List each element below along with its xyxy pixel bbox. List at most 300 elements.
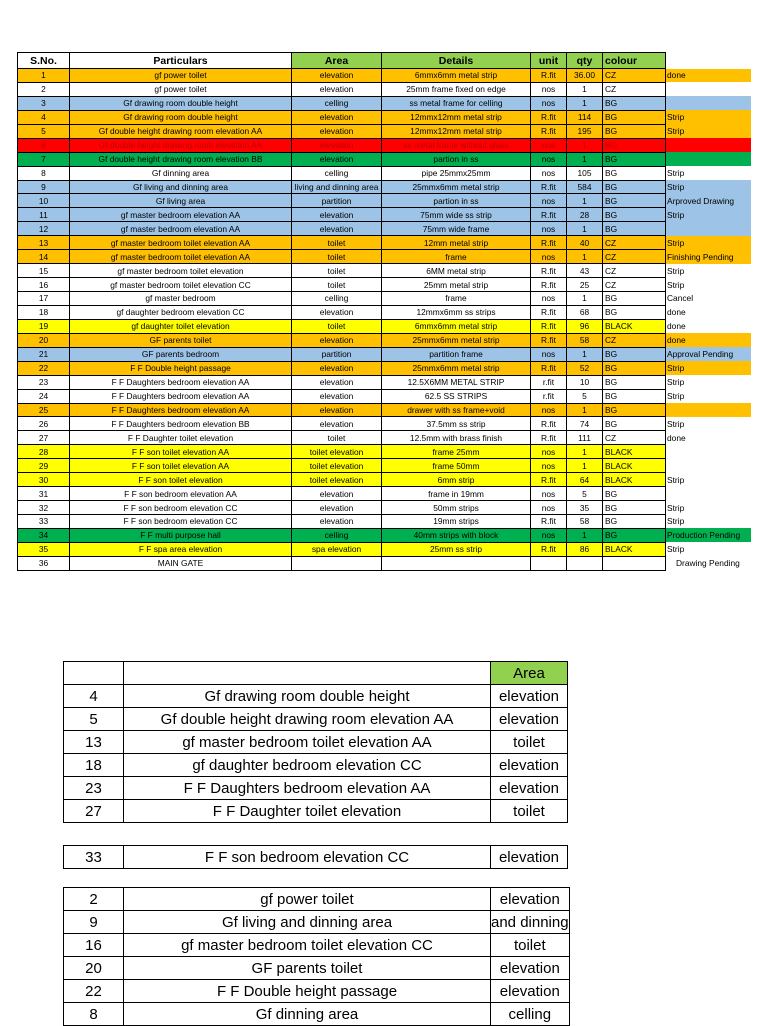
cell-details: 12.5X6MM METAL STRIP bbox=[382, 375, 531, 389]
cell-sno: 11 bbox=[18, 208, 70, 222]
cell-particulars: GF parents bedroom bbox=[70, 347, 292, 361]
summary-row bbox=[64, 980, 570, 1003]
cell-sno: 2 bbox=[18, 82, 70, 96]
cell-unit: nos bbox=[531, 403, 567, 417]
cell-sno: 18 bbox=[18, 305, 70, 319]
cell-qty: 64 bbox=[567, 473, 603, 487]
summary-cell-area: celling bbox=[491, 1003, 570, 1026]
cell-sno: 12 bbox=[18, 222, 70, 236]
cell-colour: CZ bbox=[603, 82, 666, 96]
cell-particulars: MAIN GATE bbox=[70, 556, 292, 570]
table-row bbox=[18, 236, 752, 250]
summary-row bbox=[64, 846, 568, 869]
cell-sno: 23 bbox=[18, 375, 70, 389]
summary-header-area: Area bbox=[491, 662, 568, 685]
cell-sno: 21 bbox=[18, 347, 70, 361]
summary-table-1-body bbox=[64, 662, 568, 823]
summary-cell-particulars: gf master bedroom toilet elevation AA bbox=[124, 731, 491, 754]
cell-particulars: Gf living and dinning area bbox=[70, 180, 292, 194]
cell-qty: 1 bbox=[567, 250, 603, 264]
summary-row bbox=[64, 888, 570, 911]
table-row bbox=[18, 431, 752, 445]
cell-particulars: Gf living area bbox=[70, 194, 292, 208]
cell-colour: BG bbox=[603, 152, 666, 166]
cell-particulars: gf power toilet bbox=[70, 69, 292, 83]
summary-row bbox=[64, 777, 568, 800]
table-row bbox=[18, 445, 752, 459]
cell-details: drawer with ss frame+void bbox=[382, 403, 531, 417]
cell-particulars: gf daughter bedroom elevation CC bbox=[70, 305, 292, 319]
cell-status: done bbox=[667, 321, 686, 332]
summary-cell-area: elevation bbox=[491, 708, 568, 731]
cell-qty: 43 bbox=[567, 264, 603, 278]
cell-qty: 105 bbox=[567, 166, 603, 180]
cell-colour: BG bbox=[603, 417, 666, 431]
cell-qty: 1 bbox=[567, 194, 603, 208]
cell-area: spa elevation bbox=[292, 542, 382, 556]
summary-cell-sno: 5 bbox=[64, 708, 124, 731]
cell-unit: R.fit bbox=[531, 515, 567, 529]
cell-particulars: F F son bedroom elevation CC bbox=[70, 515, 292, 529]
summary-cell-particulars: F F Daughters bedroom elevation AA bbox=[124, 777, 491, 800]
cell-status bbox=[666, 487, 752, 501]
cell-status: Strip bbox=[667, 168, 685, 179]
cell-details: 25mm frame fixed on edge bbox=[382, 82, 531, 96]
cell-details: 6mmx6mm metal strip bbox=[382, 69, 531, 83]
cell-sno: 13 bbox=[18, 236, 70, 250]
cell-unit: R.fit bbox=[531, 431, 567, 445]
summary-row bbox=[64, 708, 568, 731]
cell-sno: 35 bbox=[18, 542, 70, 556]
cell-status: Strip bbox=[666, 208, 752, 222]
summary-cell-sno: 23 bbox=[64, 777, 124, 800]
cell-qty: 5 bbox=[567, 389, 603, 403]
table-row bbox=[18, 82, 752, 96]
cell-qty: 1 bbox=[567, 96, 603, 110]
cell-colour: CZ bbox=[603, 278, 666, 292]
cell-sno: 19 bbox=[18, 319, 70, 333]
table-row bbox=[18, 138, 752, 152]
cell-unit: R.fit bbox=[531, 361, 567, 375]
summary-cell-area: elevation bbox=[491, 888, 570, 911]
cell-particulars: gf master bedroom toilet elevation AA bbox=[70, 236, 292, 250]
cell-details: 25mmx6mm metal strip bbox=[382, 333, 531, 347]
table-row bbox=[18, 208, 752, 222]
cell-particulars: GF parents toilet bbox=[70, 333, 292, 347]
cell-area: partition bbox=[292, 347, 382, 361]
cell-particulars: F F Daughters bedroom elevation AA bbox=[70, 389, 292, 403]
cell-qty: 1 bbox=[567, 347, 603, 361]
summary-cell-sno: 2 bbox=[64, 888, 124, 911]
cell-particulars: Gf drawing room double height bbox=[70, 96, 292, 110]
cell-colour: BG bbox=[603, 347, 666, 361]
summary-row bbox=[64, 957, 570, 980]
cell-unit: R.fit bbox=[531, 69, 567, 83]
summary-cell-area: toilet bbox=[491, 731, 568, 754]
cell-unit: R.fit bbox=[531, 319, 567, 333]
cell-area: elevation bbox=[292, 305, 382, 319]
cell-details: 40mm strips with block bbox=[382, 528, 531, 542]
cell-status: Strip bbox=[666, 124, 752, 138]
cell-details: 75mm wide frame bbox=[382, 222, 531, 236]
cell-sno: 30 bbox=[18, 473, 70, 487]
cell-area: elevation bbox=[292, 124, 382, 138]
summary-cell-area: elevation bbox=[491, 777, 568, 800]
table-row bbox=[18, 542, 752, 556]
cell-particulars: Gf double height drawing room elevation AA bbox=[70, 138, 292, 152]
cell-qty: 35 bbox=[567, 501, 603, 515]
cell-qty: 52 bbox=[567, 361, 603, 375]
cell-qty: 25 bbox=[567, 278, 603, 292]
cell-status bbox=[666, 138, 752, 152]
cell-details: 25mm metal strip bbox=[382, 278, 531, 292]
cell-qty: 28 bbox=[567, 208, 603, 222]
cell-sno: 3 bbox=[18, 96, 70, 110]
cell-details: 19mm strips bbox=[382, 515, 531, 529]
table-row bbox=[18, 264, 752, 278]
header-qty: qty bbox=[567, 53, 603, 69]
cell-sno: 16 bbox=[18, 278, 70, 292]
cell-details: ss metal frame without glass bbox=[382, 138, 531, 152]
cell-status: Production Pending bbox=[666, 528, 752, 542]
cell-unit: R.fit bbox=[531, 208, 567, 222]
table-row bbox=[18, 515, 752, 529]
cell-colour: BLACK bbox=[603, 473, 666, 487]
summary-cell-area: toilet bbox=[491, 934, 570, 957]
table-row bbox=[18, 459, 752, 473]
cell-colour: BG bbox=[603, 305, 666, 319]
cell-area: toilet bbox=[292, 431, 382, 445]
cell-status: Finishing Pending bbox=[666, 250, 752, 264]
cell-colour: BG bbox=[603, 138, 666, 152]
cell-area: elevation bbox=[292, 515, 382, 529]
cell-colour: BG bbox=[603, 194, 666, 208]
cell-unit: nos bbox=[531, 459, 567, 473]
cell-details: 75mm wide ss strip bbox=[382, 208, 531, 222]
summary-cell-area: elevation bbox=[491, 754, 568, 777]
cell-area: elevation bbox=[292, 152, 382, 166]
cell-colour: BG bbox=[603, 110, 666, 124]
header-status-blank bbox=[666, 53, 752, 69]
cell-area: celling bbox=[292, 292, 382, 306]
cell-unit: nos bbox=[531, 96, 567, 110]
cell-colour: BG bbox=[603, 501, 666, 515]
main-sheet-body bbox=[18, 69, 752, 571]
cell-sno: 34 bbox=[18, 528, 70, 542]
cell-details: 25mmx6mm metal strip bbox=[382, 361, 531, 375]
cell-colour bbox=[603, 556, 666, 570]
cell-sno: 9 bbox=[18, 180, 70, 194]
cell-status bbox=[666, 445, 752, 459]
cell-particulars: F F Daughters bedroom elevation AA bbox=[70, 403, 292, 417]
summary-cell-particulars: Gf living and dinning area bbox=[124, 911, 491, 934]
cell-colour: CZ bbox=[603, 236, 666, 250]
table-row bbox=[18, 361, 752, 375]
cell-particulars: F F son bedroom elevation AA bbox=[70, 487, 292, 501]
cell-qty: 114 bbox=[567, 110, 603, 124]
cell-colour: BG bbox=[603, 375, 666, 389]
cell-details: 25mm ss strip bbox=[382, 542, 531, 556]
cell-particulars: gf master bedroom elevation AA bbox=[70, 208, 292, 222]
table-row bbox=[18, 403, 752, 417]
summary-row bbox=[64, 731, 568, 754]
cell-unit: nos bbox=[531, 528, 567, 542]
cell-particulars: Gf double height drawing room elevation AA bbox=[70, 124, 292, 138]
table-row bbox=[18, 556, 752, 570]
summary-row bbox=[64, 911, 570, 934]
cell-particulars: gf power toilet bbox=[70, 82, 292, 96]
table-row bbox=[18, 194, 752, 208]
summary-cell-area: elevation bbox=[491, 846, 568, 869]
cell-particulars: F F Daughters bedroom elevation AA bbox=[70, 375, 292, 389]
cell-sno: 32 bbox=[18, 501, 70, 515]
cell-area: elevation bbox=[292, 375, 382, 389]
cell-colour: BG bbox=[603, 292, 666, 306]
cell-sno: 8 bbox=[18, 166, 70, 180]
cell-sno: 14 bbox=[18, 250, 70, 264]
table-row bbox=[18, 250, 752, 264]
cell-qty: 40 bbox=[567, 236, 603, 250]
cell-sno: 29 bbox=[18, 459, 70, 473]
summary-row bbox=[64, 800, 568, 823]
cell-colour: CZ bbox=[603, 250, 666, 264]
cell-status: Strip bbox=[667, 544, 685, 555]
cell-area: toilet bbox=[292, 236, 382, 250]
summary-cell-sno: 9 bbox=[64, 911, 124, 934]
cell-area: elevation bbox=[292, 333, 382, 347]
cell-unit: R.fit bbox=[531, 417, 567, 431]
summary-cell-particulars: gf daughter bedroom elevation CC bbox=[124, 754, 491, 777]
cell-status: Strip bbox=[667, 377, 685, 388]
summary-header-sno bbox=[64, 662, 124, 685]
cell-status: Strip bbox=[667, 502, 685, 513]
cell-area: partition bbox=[292, 194, 382, 208]
cell-sno: 33 bbox=[18, 515, 70, 529]
table-row bbox=[18, 152, 752, 166]
cell-area: elevation bbox=[292, 69, 382, 83]
cell-area: celling bbox=[292, 96, 382, 110]
cell-details: 12mm metal strip bbox=[382, 236, 531, 250]
cell-details: frame bbox=[382, 250, 531, 264]
summary-cell-sno: 8 bbox=[64, 1003, 124, 1026]
cell-colour: BG bbox=[603, 124, 666, 138]
cell-particulars: gf master bedroom toilet elevation AA bbox=[70, 250, 292, 264]
table-row bbox=[18, 222, 752, 236]
cell-details: partion in ss bbox=[382, 152, 531, 166]
table-row bbox=[18, 180, 752, 194]
cell-area bbox=[292, 556, 382, 570]
cell-status: done bbox=[666, 69, 752, 83]
cell-particulars: F F Daughter toilet elevation bbox=[70, 431, 292, 445]
cell-particulars: F F Double height passage bbox=[70, 361, 292, 375]
header-unit: unit bbox=[531, 53, 567, 69]
cell-colour: CZ bbox=[603, 264, 666, 278]
cell-unit: R.fit bbox=[531, 236, 567, 250]
cell-unit: nos bbox=[531, 292, 567, 306]
header-particulars: Particulars bbox=[70, 53, 292, 69]
cell-area: elevation bbox=[292, 417, 382, 431]
summary-cell-area: elevation bbox=[491, 685, 568, 708]
cell-colour: BG bbox=[603, 180, 666, 194]
summary-cell-particulars: gf power toilet bbox=[124, 888, 491, 911]
cell-status bbox=[666, 152, 752, 166]
summary-cell-sno: 13 bbox=[64, 731, 124, 754]
summary-header-particulars bbox=[124, 662, 491, 685]
cell-details: pipe 25mmx25mm bbox=[382, 166, 531, 180]
cell-area: toilet bbox=[292, 264, 382, 278]
cell-sno: 5 bbox=[18, 124, 70, 138]
cell-unit bbox=[531, 556, 567, 570]
summary-cell-area: elevation bbox=[491, 980, 570, 1003]
summary-cell-sno: 16 bbox=[64, 934, 124, 957]
cell-area: elevation bbox=[292, 389, 382, 403]
summary-cell-area: toilet bbox=[491, 800, 568, 823]
cell-details: 37.5mm ss strip bbox=[382, 417, 531, 431]
table-row bbox=[18, 528, 752, 542]
cell-qty: 584 bbox=[567, 180, 603, 194]
cell-area: elevation bbox=[292, 208, 382, 222]
header-colour: colour bbox=[603, 53, 666, 69]
cell-colour: BG bbox=[603, 389, 666, 403]
cell-area: toilet bbox=[292, 250, 382, 264]
table-row bbox=[18, 333, 752, 347]
cell-status: Strip bbox=[667, 418, 685, 429]
cell-area: toilet elevation bbox=[292, 445, 382, 459]
cell-sno: 26 bbox=[18, 417, 70, 431]
cell-status: Strip bbox=[666, 361, 752, 375]
table-row bbox=[18, 110, 752, 124]
cell-particulars: F F multi purpose hall bbox=[70, 528, 292, 542]
table-row bbox=[18, 347, 752, 361]
summary-table-3 bbox=[63, 887, 570, 1026]
summary-row bbox=[64, 754, 568, 777]
cell-qty: 1 bbox=[567, 528, 603, 542]
cell-sno: 22 bbox=[18, 361, 70, 375]
header-area: Area bbox=[292, 53, 382, 69]
cell-details: 12mmx12mm metal strip bbox=[382, 124, 531, 138]
cell-details: 6mmx6mm metal strip bbox=[382, 319, 531, 333]
cell-details bbox=[382, 556, 531, 570]
cell-colour: BLACK bbox=[603, 445, 666, 459]
cell-status: Strip bbox=[667, 516, 685, 527]
cell-colour: BG bbox=[603, 487, 666, 501]
cell-status: Strip bbox=[666, 236, 752, 250]
header-details: Details bbox=[382, 53, 531, 69]
summary-cell-sno: 27 bbox=[64, 800, 124, 823]
table-row bbox=[18, 473, 752, 487]
cell-colour: BG bbox=[603, 361, 666, 375]
summary-cell-particulars: gf master bedroom toilet elevation CC bbox=[124, 934, 491, 957]
summary-row bbox=[64, 934, 570, 957]
cell-status: Strip bbox=[667, 279, 685, 290]
cell-unit: R.fit bbox=[531, 264, 567, 278]
table-row bbox=[18, 305, 752, 319]
cell-area: toilet bbox=[292, 278, 382, 292]
cell-details: frame 50mm bbox=[382, 459, 531, 473]
cell-qty: 36.00 bbox=[567, 69, 603, 83]
cell-area: toilet elevation bbox=[292, 459, 382, 473]
cell-unit: R.fit bbox=[531, 124, 567, 138]
summary-cell-sno: 18 bbox=[64, 754, 124, 777]
cell-particulars: gf master bedroom bbox=[70, 292, 292, 306]
cell-colour: BLACK bbox=[603, 542, 666, 556]
cell-area: celling bbox=[292, 166, 382, 180]
table-row bbox=[18, 124, 752, 138]
summary-cell-particulars: GF parents toilet bbox=[124, 957, 491, 980]
cell-unit: r.fit bbox=[531, 375, 567, 389]
cell-qty: 195 bbox=[567, 124, 603, 138]
table-row bbox=[18, 166, 752, 180]
cell-details: frame in 19mm bbox=[382, 487, 531, 501]
cell-qty: 5 bbox=[567, 487, 603, 501]
cell-particulars: gf master bedroom toilet elevation CC bbox=[70, 278, 292, 292]
summary-cell-area: and dinning bbox=[491, 911, 570, 934]
main-sheet-table bbox=[17, 52, 752, 571]
cell-sno: 36 bbox=[18, 556, 70, 570]
cell-details: 12mmx6mm ss strips bbox=[382, 305, 531, 319]
cell-status: done bbox=[667, 432, 686, 443]
cell-particulars: Gf drawing room double height bbox=[70, 110, 292, 124]
cell-qty: 10 bbox=[567, 375, 603, 389]
cell-area: elevation bbox=[292, 501, 382, 515]
table-row bbox=[18, 487, 752, 501]
cell-qty: 58 bbox=[567, 333, 603, 347]
cell-status: Strip bbox=[666, 110, 752, 124]
cell-sno: 7 bbox=[18, 152, 70, 166]
cell-status: Strip bbox=[666, 180, 752, 194]
cell-unit: nos bbox=[531, 152, 567, 166]
table-row bbox=[18, 389, 752, 403]
cell-sno: 27 bbox=[18, 431, 70, 445]
summary-cell-sno: 20 bbox=[64, 957, 124, 980]
summary-cell-particulars: F F Double height passage bbox=[124, 980, 491, 1003]
cell-sno: 20 bbox=[18, 333, 70, 347]
summary-cell-particulars: Gf dinning area bbox=[124, 1003, 491, 1026]
cell-qty bbox=[567, 556, 603, 570]
summary-header-row bbox=[64, 662, 568, 685]
cell-particulars: F F son toilet elevation bbox=[70, 473, 292, 487]
cell-qty: 111 bbox=[567, 431, 603, 445]
cell-details: 12mmx12mm metal strip bbox=[382, 110, 531, 124]
summary-cell-particulars: Gf double height drawing room elevation AA bbox=[124, 708, 491, 731]
header-row bbox=[18, 53, 752, 69]
cell-status bbox=[666, 96, 752, 110]
cell-area: elevation bbox=[292, 222, 382, 236]
cell-unit: nos bbox=[531, 138, 567, 152]
cell-status bbox=[666, 82, 752, 96]
cell-details: frame 25mm bbox=[382, 445, 531, 459]
table-row bbox=[18, 417, 752, 431]
cell-area: elevation bbox=[292, 110, 382, 124]
table-row bbox=[18, 375, 752, 389]
cell-unit: R.fit bbox=[531, 305, 567, 319]
cell-colour: BG bbox=[603, 528, 666, 542]
cell-qty: 1 bbox=[567, 445, 603, 459]
table-row bbox=[18, 292, 752, 306]
cell-area: toilet elevation bbox=[292, 473, 382, 487]
cell-unit: R.fit bbox=[531, 473, 567, 487]
cell-colour: BLACK bbox=[603, 459, 666, 473]
cell-unit: nos bbox=[531, 166, 567, 180]
cell-particulars: gf master bedroom toilet elevation bbox=[70, 264, 292, 278]
cell-status bbox=[666, 403, 752, 417]
table-row bbox=[18, 96, 752, 110]
summary-cell-particulars: Gf drawing room double height bbox=[124, 685, 491, 708]
table-row bbox=[18, 319, 752, 333]
table-row bbox=[18, 278, 752, 292]
cell-status: Drawing Pending bbox=[676, 558, 740, 569]
cell-sno: 6 bbox=[18, 138, 70, 152]
